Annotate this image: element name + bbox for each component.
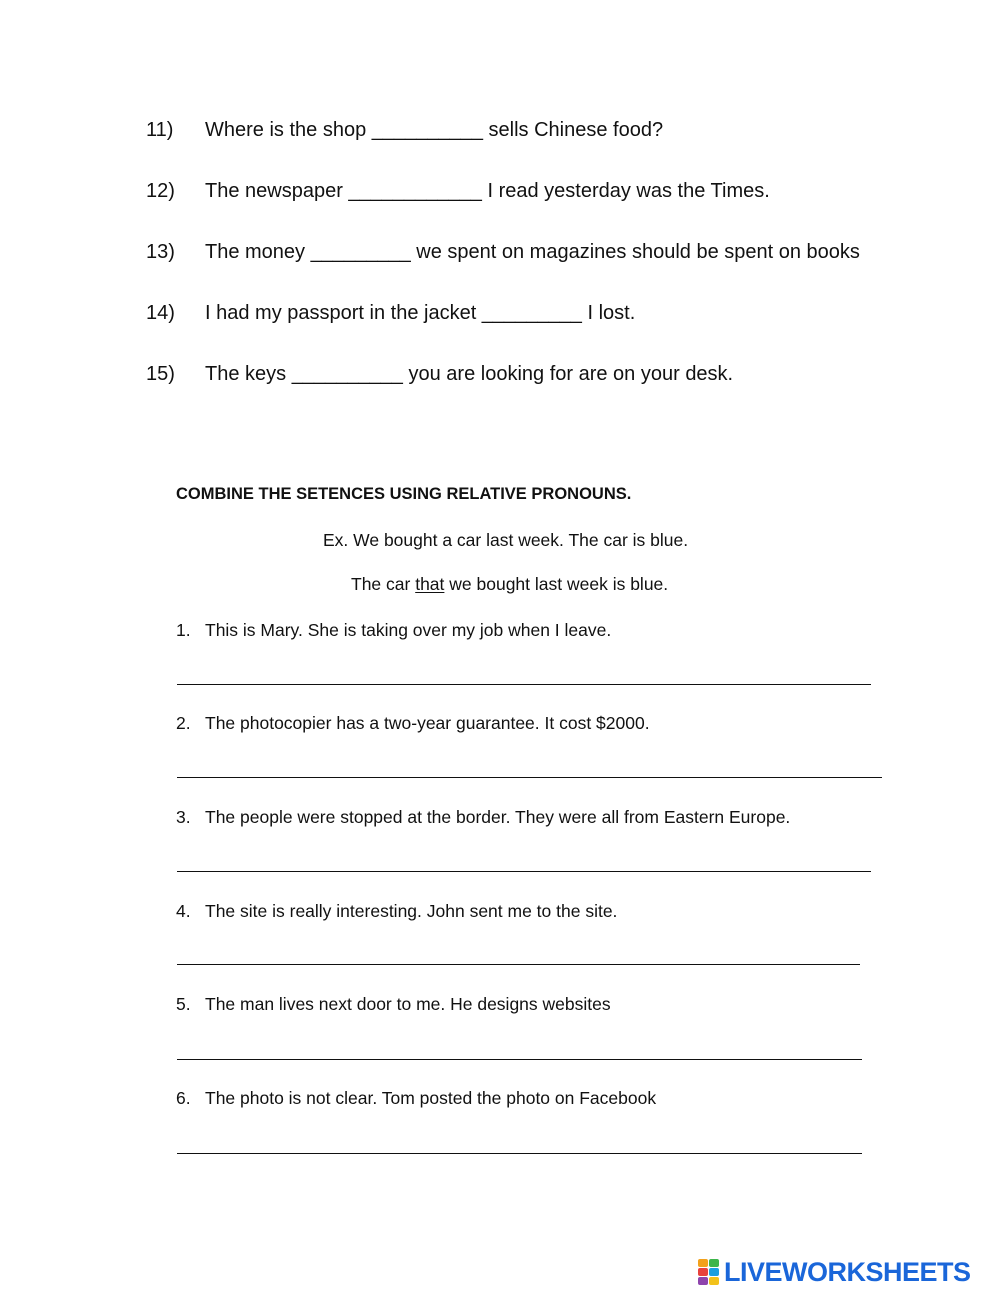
question-text: The keys __________ you are looking for are on your desk. <box>205 363 734 385</box>
question-text: The money _________ we spent on magazines should be spent on books <box>205 241 860 263</box>
example-text-after: we bought last week is blue. <box>444 574 669 594</box>
combine-item-3 <box>176 806 896 828</box>
logo-block <box>698 1259 708 1267</box>
example-line-2 <box>351 573 668 595</box>
answer-line-5[interactable] <box>177 1059 862 1060</box>
answer-line-2[interactable] <box>177 777 882 778</box>
item-text: The photocopier has a two-year guarantee. It cost $2000. <box>205 713 650 733</box>
logo-blocks-icon <box>698 1259 720 1285</box>
item-number: 4. <box>176 901 191 921</box>
item-number: 3. <box>176 807 191 827</box>
logo-block <box>709 1277 719 1285</box>
section-heading: COMBINE THE SETENCES USING RELATIVE PRONOUNS. <box>176 485 632 503</box>
question-14 <box>146 301 966 325</box>
question-number: 14) <box>146 302 175 324</box>
answer-line-6[interactable] <box>177 1153 862 1154</box>
answer-line-4[interactable] <box>177 964 860 965</box>
item-text: The man lives next door to me. He designs websites <box>205 994 611 1014</box>
example-line-1: Ex. We bought a car last week. The car is blue. <box>323 530 689 550</box>
logo-block <box>709 1259 719 1267</box>
combine-item-1 <box>176 619 896 641</box>
question-13 <box>146 240 966 264</box>
combine-item-4 <box>176 900 896 922</box>
answer-line-3[interactable] <box>177 871 871 872</box>
combine-item-6 <box>176 1087 896 1109</box>
logo-block <box>709 1268 719 1276</box>
item-number: 1. <box>176 620 191 640</box>
item-text: The site is really interesting. John sent me to the site. <box>205 901 618 921</box>
item-text: This is Mary. She is taking over my job when I leave. <box>205 620 612 640</box>
answer-line-1[interactable] <box>177 684 871 685</box>
item-number: 6. <box>176 1088 191 1108</box>
question-12 <box>146 179 966 203</box>
question-text: I had my passport in the jacket _________ I lost. <box>205 302 636 324</box>
question-number: 15) <box>146 363 175 385</box>
question-number: 12) <box>146 180 175 202</box>
example-underlined-word: that <box>415 574 445 594</box>
question-text: The newspaper ____________ I read yesterday was the Times. <box>205 180 770 202</box>
logo-block <box>698 1268 708 1276</box>
question-number: 11) <box>146 119 174 141</box>
logo-wordmark: LIVEWORKSHEETS <box>724 1257 971 1287</box>
item-text: The people were stopped at the border. They were all from Eastern Europe. <box>205 807 791 827</box>
combine-item-2 <box>176 712 896 734</box>
item-text: The photo is not clear. Tom posted the photo on Facebook <box>205 1088 657 1108</box>
question-number: 13) <box>146 241 175 263</box>
question-15 <box>146 362 966 386</box>
logo-block <box>698 1277 708 1285</box>
question-11 <box>146 118 966 142</box>
item-number: 2. <box>176 713 191 733</box>
combine-item-5 <box>176 993 896 1015</box>
question-text: Where is the shop __________ sells Chinese food? <box>205 119 664 141</box>
example-text-before: The car <box>351 574 416 594</box>
item-number: 5. <box>176 994 191 1014</box>
